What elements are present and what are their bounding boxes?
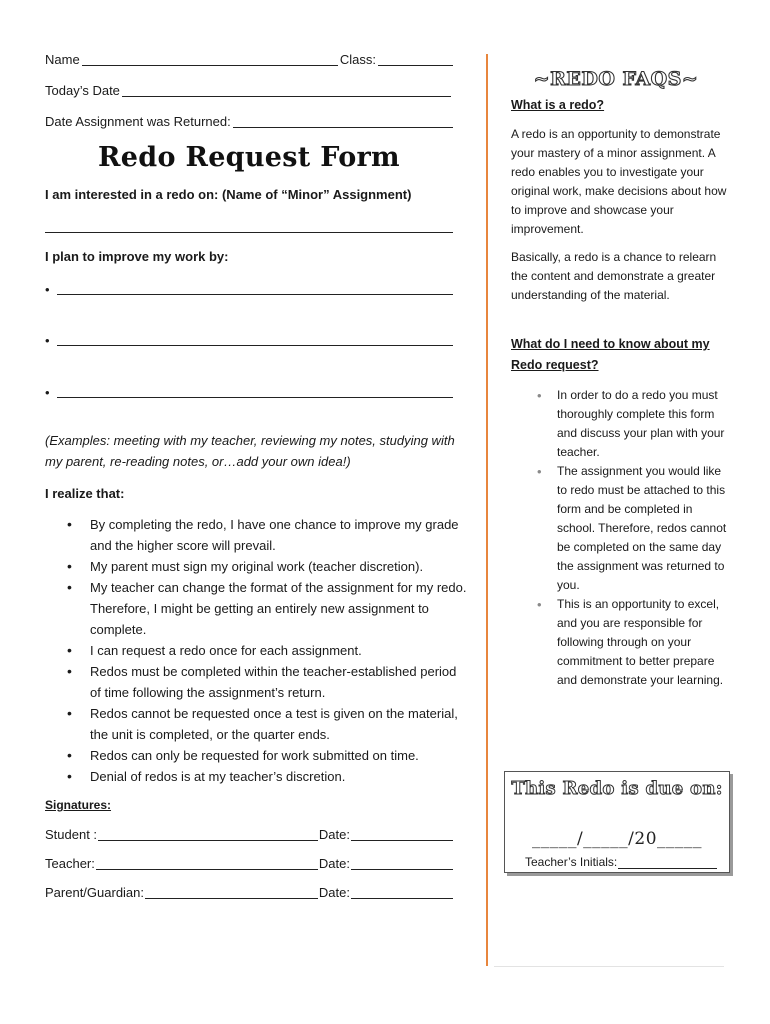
parent-signature-row — [45, 881, 453, 901]
improve-line-1[interactable] — [45, 277, 453, 297]
list-item: • My teacher can change the format of the assignment for my redo. Therefore, I might be getting an entirely new assignment to complete. — [67, 577, 467, 640]
name-field[interactable] — [82, 51, 338, 66]
improve-line-3[interactable] — [45, 380, 453, 400]
teacher-signature-row — [45, 852, 453, 872]
student-signature-field[interactable] — [98, 840, 318, 841]
list-item: • By completing the redo, I have one chance to improve my grade and the higher score will prevail. — [67, 514, 467, 556]
teacher-date-field[interactable] — [351, 869, 453, 870]
bullet-2: • — [45, 333, 50, 348]
student-date-label: Date: — [318, 827, 350, 842]
improve-line-2[interactable] — [45, 328, 453, 348]
teacher-label: Teacher: — [45, 856, 95, 871]
faq-list — [537, 386, 733, 690]
form-title: Redo Request Form — [98, 142, 400, 173]
list-item: • My parent must sign my original work (teacher discretion). — [67, 556, 467, 577]
teacher-date-label: Date: — [318, 856, 350, 871]
todays-date-row — [45, 77, 453, 99]
parent-signature-field[interactable] — [145, 898, 318, 899]
name-label: Name — [45, 52, 80, 67]
due-box-title: This Redo is due on: — [511, 778, 723, 799]
realize-list — [67, 514, 467, 787]
list-item: • This is an opportunity to excel, and you are responsible for following through on your commitment to better prepare and demonstrate your learning. — [537, 595, 733, 690]
faq-answer-1-paragraph-1: A redo is an opportunity to demonstrate your mastery of a minor assignment. A redo enables you to investigate your original work, make decisions about how to improve and showcase your improvement. — [511, 127, 727, 236]
signatures-heading: Signatures: — [45, 798, 112, 812]
teacher-signature-field[interactable] — [96, 869, 318, 870]
realize-heading: I realize that: — [45, 486, 125, 501]
parent-label: Parent/Guardian: — [45, 885, 145, 900]
list-item: • Redos can only be requested for work submitted on time. — [67, 745, 467, 766]
column-divider — [486, 54, 488, 966]
todays-date-label: Today’s Date — [45, 83, 120, 98]
list-item: • Denial of redos is at my teacher’s discretion. — [67, 766, 467, 787]
list-item: • Redos cannot be requested once a test is given on the material, the unit is completed, or the quarter ends. — [67, 703, 467, 745]
teacher-initials-field[interactable] — [618, 857, 717, 869]
list-item: • The assignment you would like to redo must be attached to this form and be completed in school. Therefore, redos cannot be completed on the same day the assignment was returned to you. — [537, 462, 733, 595]
interest-prompt: I am interested in a redo on: (Name of “Minor” Assignment) — [45, 187, 412, 202]
class-field[interactable] — [378, 51, 453, 66]
improve-prompt: I plan to improve my work by: — [45, 249, 229, 264]
faq-answer-1-paragraph-2: Basically, a redo is a chance to relearn the content and demonstrate a greater understanding of the material. — [511, 250, 717, 302]
footer-rule — [494, 966, 724, 967]
date-returned-row — [45, 108, 453, 130]
date-returned-field[interactable] — [233, 113, 453, 128]
faq-question-1: What is a redo? — [511, 98, 605, 112]
faq-title: ~REDO FAQS~ — [533, 68, 699, 90]
faq-question-2: What do I need to know about my Redo request? — [511, 337, 710, 372]
student-signature-row — [45, 823, 453, 843]
teacher-initials-label: Teacher’s Initials: — [525, 855, 618, 869]
list-item: • I can request a redo once for each assignment. — [67, 640, 467, 661]
parent-date-label: Date: — [318, 885, 350, 900]
student-label: Student : — [45, 827, 98, 842]
teacher-initials-row — [525, 855, 717, 869]
class-label: Class: — [339, 52, 376, 67]
bullet-1: • — [45, 282, 50, 297]
name-row — [45, 46, 453, 68]
examples-text: (Examples: meeting with my teacher, reviewing my notes, studying with my parent, re-reading notes, or…add your own idea!) — [45, 433, 455, 469]
bullet-3: • — [45, 385, 50, 400]
improve-line-2-rule — [57, 345, 453, 346]
improve-line-1-rule — [57, 294, 453, 295]
due-date-box — [504, 771, 730, 873]
assignment-name-field[interactable] — [45, 232, 453, 233]
due-date-field[interactable]: _____/_____/20_____ — [531, 829, 703, 849]
improve-line-3-rule — [57, 397, 453, 398]
date-returned-label: Date Assignment was Returned: — [45, 114, 231, 129]
student-date-field[interactable] — [351, 840, 453, 841]
parent-date-field[interactable] — [351, 898, 453, 899]
list-item: • Redos must be completed within the teacher-established period of time following the assignment’s return. — [67, 661, 467, 703]
list-item: • In order to do a redo you must thoroughly complete this form and discuss your plan with your teacher. — [537, 386, 733, 462]
todays-date-field[interactable] — [122, 82, 451, 97]
